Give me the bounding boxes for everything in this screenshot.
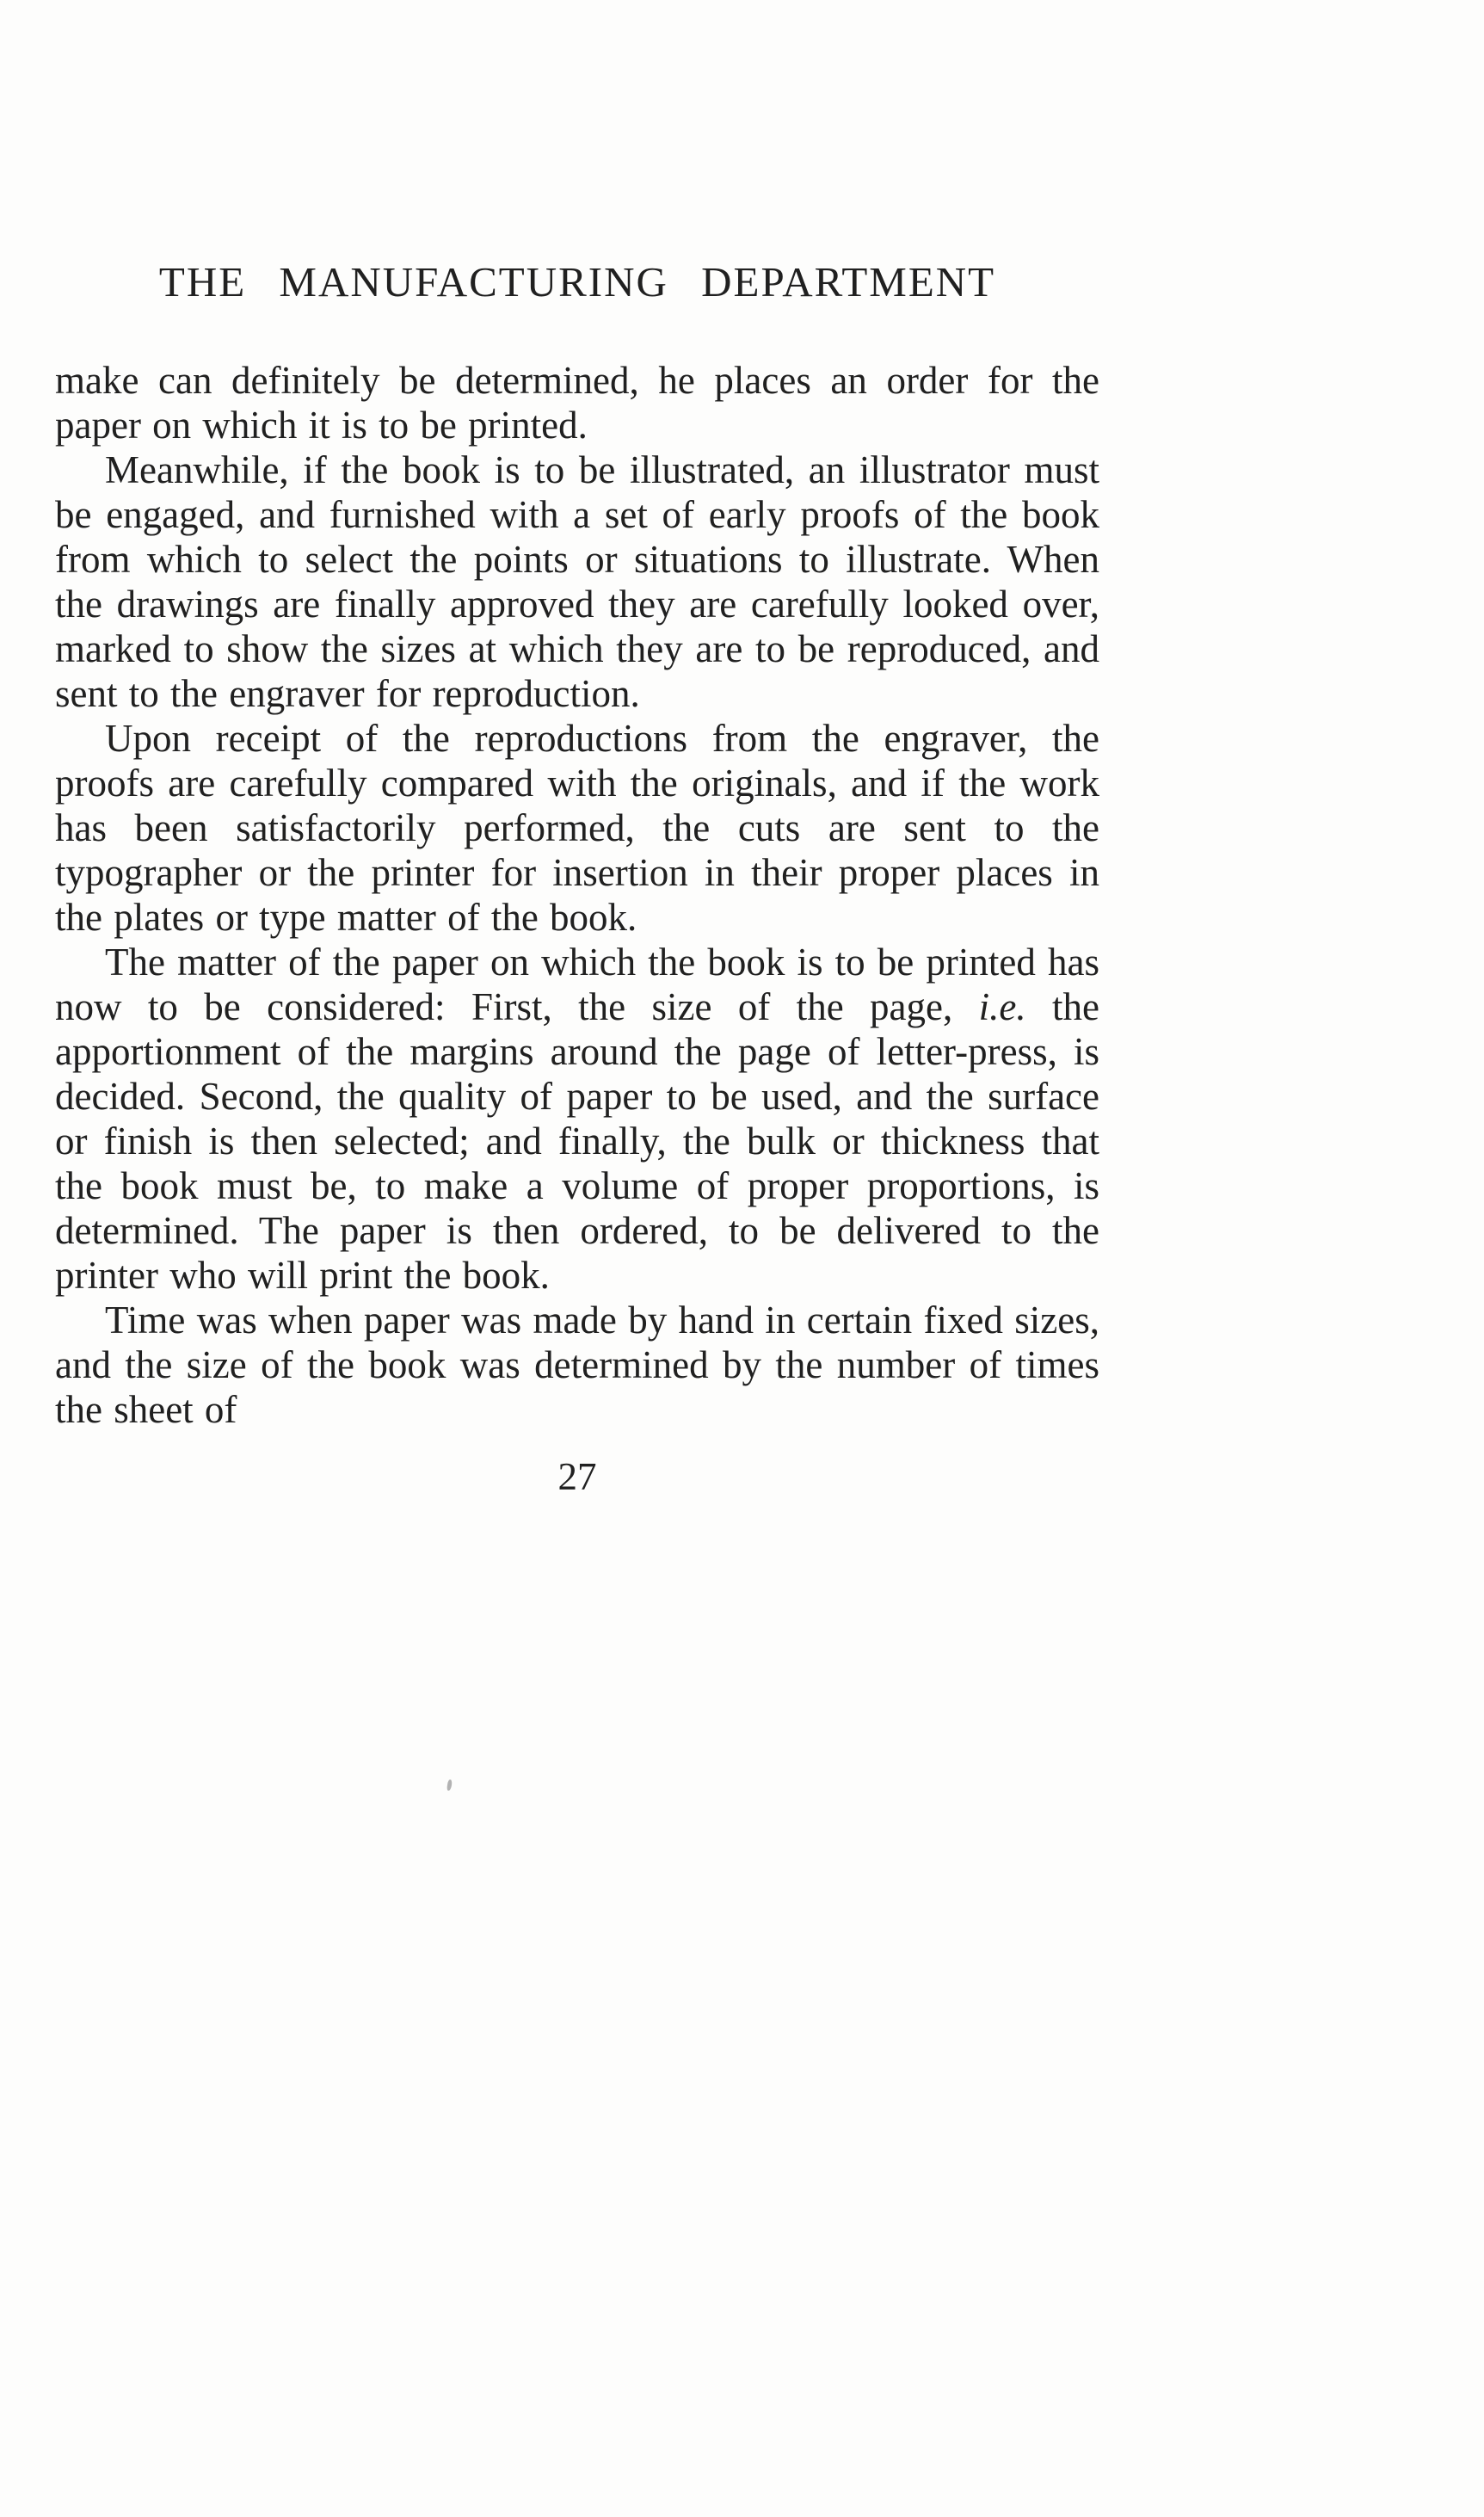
paragraph-text: the apportionment of the margins around the page of letter-press, is decided. Second, the quality of paper to be used, and the surface or finish is then selected; and finally, the bulk or thickness that the book must be, to make a volume of proper proportions, is determined. The paper is then ordered, to be delivered to the printer who will print the book.: [55, 985, 1099, 1297]
ink-mark-artifact: [446, 1780, 453, 1792]
paragraph: Time was when paper was made by hand in certain fixed sizes, and the size of the book was determined by the number of times the sheet of: [55, 1299, 1099, 1431]
text-block: [55, 258, 1099, 1499]
running-head: THE MANUFACTURING DEPARTMENT: [158, 258, 996, 305]
body-text: [55, 358, 1099, 1432]
paragraph-text: The matter of the paper on which the book is to be printed has now to be considered: First, the size of the page,: [55, 941, 1099, 1028]
paragraph: Upon receipt of the reproductions from the engraver, the proofs are carefully compared with the originals, and if the work has been satisfactorily performed, the cuts are sent to the typographer or the printer for insertion in their proper places in the plates or type matter of the book.: [55, 717, 1099, 939]
page-number: 27: [557, 1455, 597, 1498]
italic-abbreviation: i.e.: [978, 985, 1026, 1028]
paragraph: Meanwhile, if the book is to be illustrated, an illustrator must be engaged, and furnished with a set of early proofs of the book from which to select the points or situations to illustrate. When the drawings are finally approved they are carefully looked over, marked to show the sizes at which they are to be reproduced, and sent to the engraver for reproduction.: [55, 448, 1099, 715]
paragraph: make can definitely be determined, he places an order for the paper on which it is to be printed.: [55, 359, 1099, 447]
paragraph: [55, 940, 1099, 1298]
